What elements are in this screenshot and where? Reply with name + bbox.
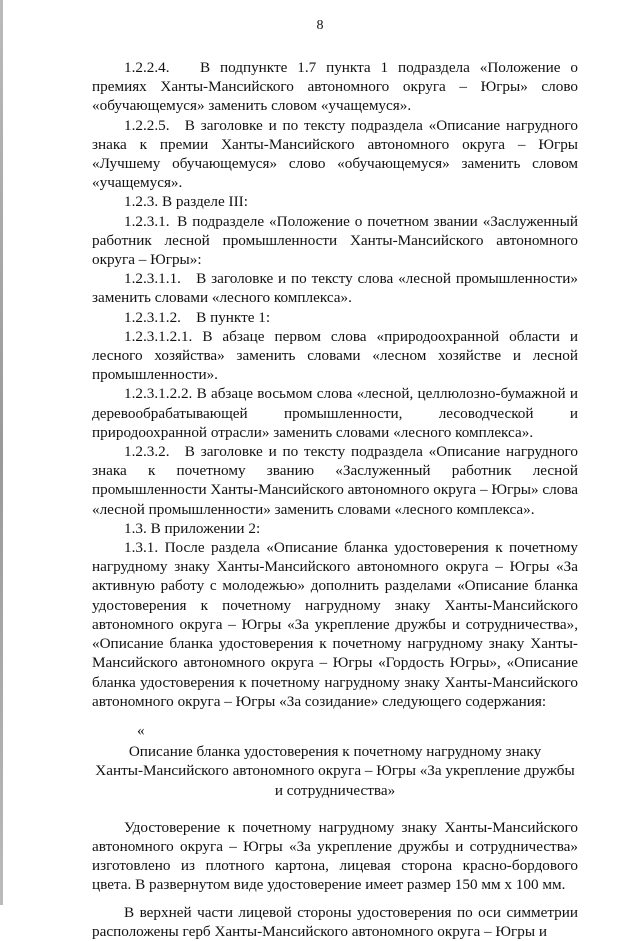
opening-quote-mark: «	[137, 721, 145, 739]
body-paragraph-2: В верхней части лицевой стороны удостоверения по оси симметрии расположены герб Ханты-Мансийского автономного округа – Югры и	[92, 903, 578, 940]
paragraph-1-2-3-1-2: 1.2.3.1.2. В пункте 1:	[124, 308, 271, 326]
paragraph-1-3: 1.3. В приложении 2:	[124, 519, 261, 537]
page-number: 8	[316, 18, 324, 33]
paragraph-1-2-3-1-2-2: 1.2.3.1.2.2. В абзаце восьмом слова «лесной, целлюлозно-бумажной и деревообрабатывающей промышленности, лесоводческой и природоохранной отрасли» заменить словами «лесного комплекса».	[92, 385, 578, 441]
paragraph-1-2-2-4: 1.2.2.4. В подпункте 1.7 пункта 1 подраздела «Положение о премиях Ханты-Мансийского автономного округа – Югры» слово «обучающемуся» заменить словом «учащемуся».	[92, 59, 578, 115]
body-paragraph-1: Удостоверение к почетному нагрудному знаку Ханты-Мансийского автономного округа – Югры «За укрепление дружбы и сотрудничества» изготовлено из плотного картона, лицевая сторона красно-бордового цвета. В развернутом виде удостоверение имеет размер 150 мм x 100 мм.	[92, 818, 578, 894]
section-title-line-2: Ханты-Мансийского автономного округа – Югры «За укрепление дружбы	[95, 762, 575, 780]
paragraph-1-3-1: 1.3.1. После раздела «Описание бланка удостоверения к почетному нагрудному знаку Ханты-Мансийского автономного округа – Югры «За активную работу с молодежью» дополнить разделами «Описание бланка удостоверения к почетному нагрудному знаку Ханты-Мансийского автономного округа – Югры «За укрепление дружбы и сотрудничества», «Описание бланка удостоверения к почетному нагрудному знаку Ханты-Мансийского автономного округа – Югры «Гордость Югры», «Описание бланка удостоверения к почетному нагрудному знаку Ханты-Мансийского автономного округа – Югры «За созидание» следующего содержания:	[92, 539, 578, 710]
section-title	[92, 742, 578, 800]
paragraph-1-2-3: 1.2.3. В разделе III:	[124, 193, 248, 211]
paragraph-1-2-2-5: 1.2.2.5. В заголовке и по тексту подраздела «Описание нагрудного знака к премии Ханты-Мансийского автономного округа – Югры «Лучшему обучающемуся» слово «обучающемуся» заменить словом «учащемуся».	[92, 116, 578, 192]
page-left-edge	[0, 0, 3, 905]
section-title-line-1: Описание бланка удостоверения к почетному нагрудному знаку	[128, 743, 542, 761]
document-body	[92, 58, 578, 941]
paragraph-1-2-3-1-2-1: 1.2.3.1.2.1. В абзаце первом слова «природоохранной области и лесного хозяйства» заменить словами «лесном хозяйстве и лесной промышленности».	[92, 327, 578, 384]
paragraph-1-2-3-2: 1.2.3.2. В заголовке и по тексту подраздела «Описание нагрудного знака к почетному званию «Заслуженный работник лесной промышленности Ханты-Мансийского автономного округа – Югры» слова «лесной промышленности» заменить словами «лесного комплекса».	[92, 443, 579, 518]
paragraph-1-2-3-1-1: 1.2.3.1.1. В заголовке и по тексту слова «лесной промышленности» заменить словами «лесного комплекса».	[92, 270, 578, 307]
paragraph-1-2-3-1: 1.2.3.1. В подразделе «Положение о почетном звании «Заслуженный работник лесной промышленности Ханты-Мансийского автономного округа – Югры»:	[92, 212, 578, 269]
section-title-line-3: и сотрудничества»	[274, 781, 396, 799]
